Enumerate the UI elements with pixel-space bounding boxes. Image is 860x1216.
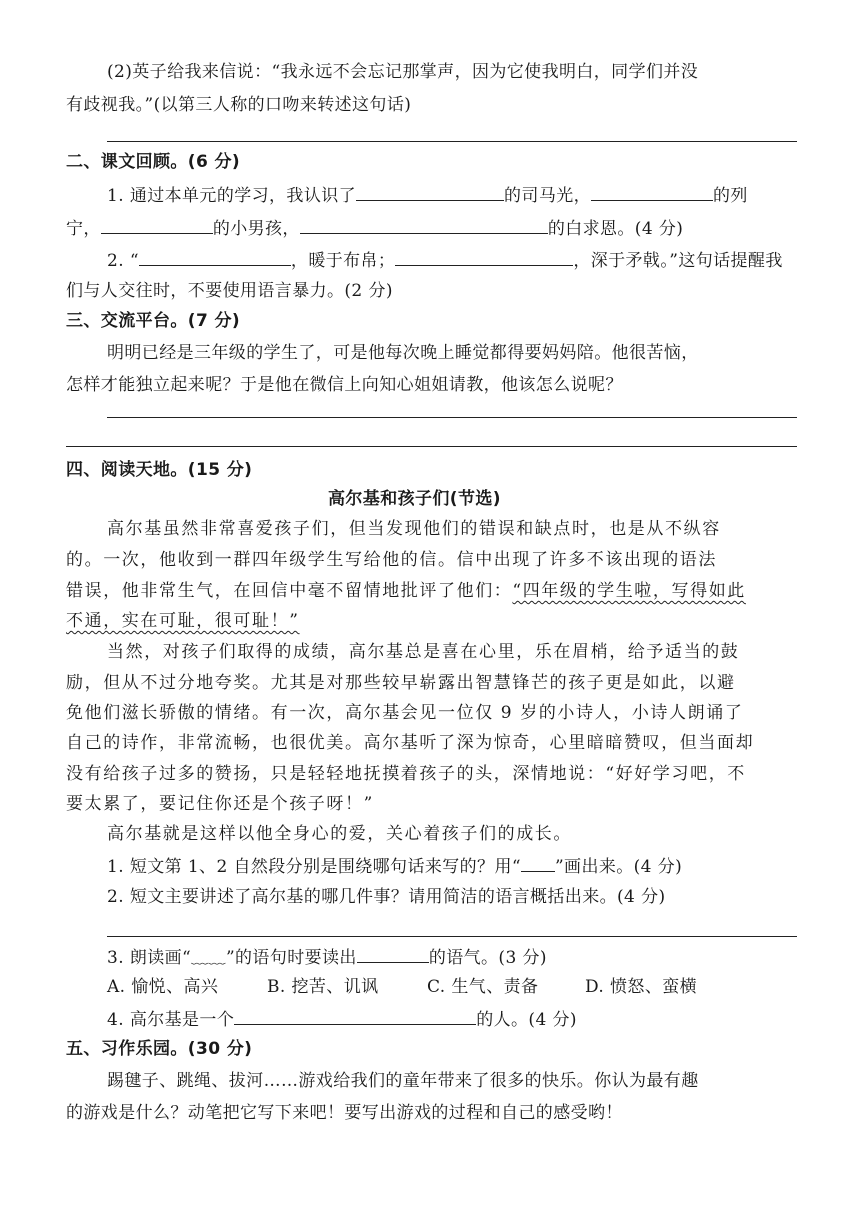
option-c[interactable]: C. 生气、责备 — [427, 977, 539, 997]
blank-little-boy[interactable] — [101, 215, 213, 234]
section-4-q1 — [107, 853, 682, 879]
section-2-heading: 二、课文回顾。(6 分) — [66, 152, 241, 172]
q1-text-e: 的小男孩， — [212, 219, 300, 239]
q2-text-a: 2. “ — [107, 251, 139, 271]
section-2-q2-line1 — [107, 247, 783, 273]
passage-p3: 高尔基就是这样以他全身心的爱，关心着孩子们的成长。 — [107, 824, 572, 844]
passage-p2-line6: 要太累了，要记住你还是个孩子呀！” — [66, 794, 374, 814]
section-5-heading: 五、习作乐园。(30 分) — [66, 1039, 253, 1059]
q3-text-end: 的语气。(3 分) — [428, 948, 547, 968]
passage-p2-line2: 励，但从不过分地夸奖。尤其是对那些较早崭露出智慧锋芒的孩子更是如此，以避 — [66, 673, 736, 693]
section-3-heading: 三、交流平台。(7 分) — [66, 311, 241, 331]
passage-p1-line3-text: 错误，他非常生气，在回信中毫不留情地批评了他们： — [66, 581, 513, 601]
q1-text-end: ”画出来。(4 分) — [554, 857, 683, 877]
section-4-q2: 2. 短文主要讲述了高尔基的哪几件事？请用简洁的语言概括出来。(4 分) — [107, 887, 666, 907]
q2-text-c: ，深于矛戟。”这句话提醒我 — [573, 251, 783, 271]
passage-p2-line1: 当然，对孩子们取得的成绩，高尔基总是喜在心里，乐在眉梢，给予适当的鼓 — [107, 642, 740, 662]
answer-line[interactable] — [66, 446, 797, 447]
section-3-text-line2: 怎样才能独立起来呢？于是他在微信上向知心姐姐请教，他该怎么说呢？ — [66, 375, 623, 395]
section-4-heading: 四、阅读天地。(15 分) — [66, 460, 253, 480]
q3-text-mid: ”的语句时要读出 — [225, 948, 357, 968]
section-2-q1-line1 — [107, 182, 748, 208]
q1-text-b: 的司马光， — [504, 186, 592, 206]
section-5-text-line1: 踢毽子、跳绳、拔河……游戏给我们的童年带来了很多的快乐。你认为最有趣 — [107, 1071, 699, 1091]
passage-p2-line4: 自己的诗作，非常流畅，也很优美。高尔基听了深为惊奇，心里暗暗赞叹，但当面却 — [66, 733, 755, 753]
section-4-q3 — [107, 944, 547, 970]
option-d[interactable]: D. 愤怒、蛮横 — [585, 977, 698, 997]
q3-text: 3. 朗读画“ — [107, 948, 192, 968]
option-a[interactable]: A. 愉悦、高兴 — [107, 977, 219, 997]
q4-text: 4. 高尔基是一个 — [107, 1010, 235, 1030]
passage-p2-line3: 免他们滋长骄傲的情绪。有一次，高尔基会见一位仅 9 岁的小诗人，小诗人朗诵了 — [66, 703, 744, 723]
blank-quote-1[interactable] — [139, 247, 291, 266]
q1-text: 1. 短文第 1、2 自然段分别是围绕哪句话来写的？用“ — [107, 857, 521, 877]
section-3-text-line1: 明明已经是三年级的学生了，可是他每次晚上睡觉都得要妈妈陪。他很苦恼， — [107, 343, 699, 363]
blank-quote-2[interactable] — [395, 247, 573, 266]
answer-line[interactable] — [107, 936, 797, 937]
section-4-q3-options — [107, 975, 697, 999]
passage-p1-line3 — [66, 579, 746, 603]
blank-bethune[interactable] — [300, 215, 548, 234]
blank-lenin[interactable] — [591, 182, 713, 201]
passage-p1-line2: 的。一次，他收到一群四年级学生写给他的信。信中出现了许多不该出现的语法 — [66, 550, 717, 570]
answer-line[interactable] — [107, 417, 797, 418]
underline-mark-sample — [521, 853, 555, 872]
answer-line[interactable] — [107, 141, 797, 142]
section-2-q1-line2 — [66, 215, 683, 241]
passage-title: 高尔基和孩子们(节选) — [328, 489, 501, 509]
question-2-text-line2: 有歧视我。”(以第三人称的口吻来转述这句话) — [66, 95, 412, 115]
q1-text-c: 的列 — [713, 186, 748, 206]
section-2-q2-line2: 们与人交往时，不要使用语言暴力。(2 分) — [66, 281, 393, 301]
wavy-mark-sample: ﹏﹏ — [191, 948, 226, 968]
q4-text-end: 的人。(4 分) — [476, 1010, 577, 1030]
q1-text-f: 的白求恩。(4 分) — [547, 219, 684, 239]
passage-p1-line1: 高尔基虽然非常喜爱孩子们，但当发现他们的错误和缺点时，也是从不纵容 — [107, 519, 721, 539]
section-5-text-line2: 的游戏是什么？动笔把它写下来吧！要写出游戏的过程和自己的感受哟！ — [66, 1103, 623, 1123]
q2-text-b: ，暖于布帛； — [290, 251, 396, 271]
blank-sima-guang[interactable] — [356, 182, 504, 201]
question-2-text-line1: (2)英子给我来信说：“我永远不会忘记那掌声，因为它使我明白，同学们并没 — [107, 62, 699, 82]
blank-gorky-description[interactable] — [234, 1006, 476, 1025]
q1-text-d: 宁， — [66, 219, 101, 239]
wavy-underlined-sentence-part2: 不通，实在可耻，很可耻！” — [66, 611, 300, 631]
passage-p2-line5: 没有给孩子过多的赞扬，只是轻轻地抚摸着孩子的头，深情地说：“好好学习吧，不 — [66, 764, 746, 784]
passage-p1-line4 — [66, 609, 300, 633]
section-4-q4 — [107, 1006, 577, 1032]
q1-text-a: 1. 通过本单元的学习，我认识了 — [107, 186, 357, 206]
wavy-underlined-sentence-part1: “四年级的学生啦，写得如此 — [512, 581, 746, 601]
option-b[interactable]: B. 挖苦、讥讽 — [267, 977, 379, 997]
blank-tone[interactable] — [357, 944, 429, 963]
